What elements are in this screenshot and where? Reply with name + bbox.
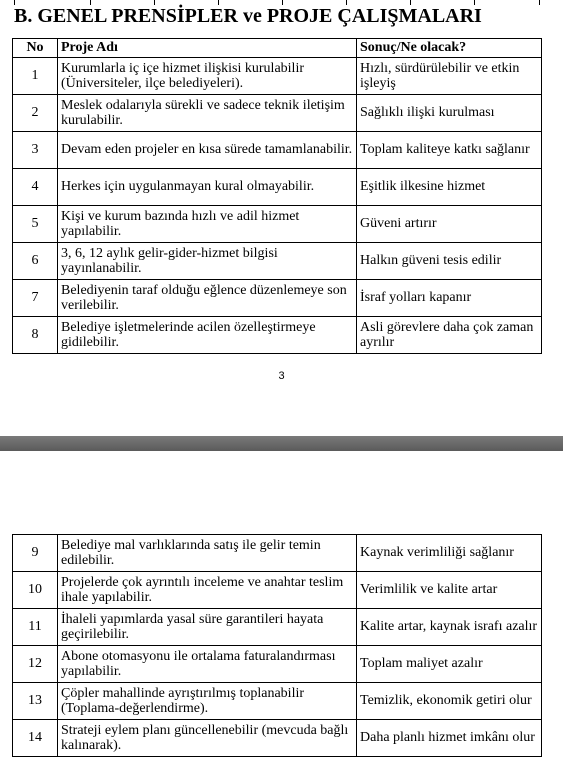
row-project-name: Belediyenin taraf olduğu eğlence düzenlemeye son verilebilir. xyxy=(58,280,357,317)
row-number: 5 xyxy=(13,206,58,243)
table-row xyxy=(13,317,542,354)
row-project-name: Devam eden projeler en kısa sürede tamamlanabilir. xyxy=(58,132,357,169)
table-row xyxy=(13,280,542,317)
row-number: 4 xyxy=(13,169,58,206)
row-result: İsraf yolları kapanır xyxy=(357,280,542,317)
table-row xyxy=(13,132,542,169)
row-result: Temizlik, ekonomik getiri olur xyxy=(357,683,542,720)
row-result: Toplam kaliteye katkı sağlanır xyxy=(357,132,542,169)
row-number: 6 xyxy=(13,243,58,280)
row-result: Halkın güveni tesis edilir xyxy=(357,243,542,280)
row-result: Kaynak verimliliği sağlanır xyxy=(357,535,542,572)
row-project-name: Meslek odalarıyla sürekli ve sadece teknik iletişim kurulabilir. xyxy=(58,95,357,132)
row-project-name: 3, 6, 12 aylık gelir-gider-hizmet bilgisi yayınlanabilir. xyxy=(58,243,357,280)
table-row xyxy=(13,95,542,132)
row-number: 11 xyxy=(13,609,58,646)
header-no: No xyxy=(13,39,58,58)
row-result: Verimlilik ve kalite artar xyxy=(357,572,542,609)
row-project-name: Çöpler mahallinde ayrıştırılmış toplanabilir (Toplama-değerlendirme). xyxy=(58,683,357,720)
table-row xyxy=(13,720,542,757)
row-number: 14 xyxy=(13,720,58,757)
section-title: B. GENEL PRENSİPLER ve PROJE ÇALIŞMALARI xyxy=(14,5,482,27)
row-result: Hızlı, sürdürülebilir ve etkin işleyiş xyxy=(357,58,542,95)
row-project-name: İhaleli yapımlarda yasal süre garantileri hayata geçirilebilir. xyxy=(58,609,357,646)
row-result: Asli görevlere daha çok zaman ayrılır xyxy=(357,317,542,354)
row-project-name: Kurumlarla iç içe hizmet ilişkisi kurulabilir (Üniversiteler, ilçe belediyeleri). xyxy=(58,58,357,95)
header-project-name: Proje Adı xyxy=(58,39,357,58)
row-project-name: Belediye mal varlıklarında satış ile gelir temin edilebilir. xyxy=(58,535,357,572)
row-number: 12 xyxy=(13,646,58,683)
row-number: 10 xyxy=(13,572,58,609)
row-number: 1 xyxy=(13,58,58,95)
row-number: 8 xyxy=(13,317,58,354)
page-number: 3 xyxy=(278,370,285,382)
table-row xyxy=(13,169,542,206)
projects-table-page-2 xyxy=(12,534,542,757)
table-row xyxy=(13,572,542,609)
table-row xyxy=(13,609,542,646)
row-result: Eşitlik ilkesine hizmet xyxy=(357,169,542,206)
row-number: 3 xyxy=(13,132,58,169)
row-project-name: Abone otomasyonu ile ortalama faturalandırması yapılabilir. xyxy=(58,646,357,683)
row-number: 7 xyxy=(13,280,58,317)
row-number: 13 xyxy=(13,683,58,720)
row-project-name: Herkes için uygulanmayan kural olmayabilir. xyxy=(58,169,357,206)
row-number: 9 xyxy=(13,535,58,572)
table-row xyxy=(13,58,542,95)
table-row xyxy=(13,206,542,243)
table-row xyxy=(13,683,542,720)
row-project-name: Belediye işletmelerinde acilen özelleştirmeye gidilebilir. xyxy=(58,317,357,354)
row-project-name: Strateji eylem planı güncellenebilir (mevcuda bağlı kalınarak). xyxy=(58,720,357,757)
row-project-name: Kişi ve kurum bazında hızlı ve adil hizmet yapılabilir. xyxy=(58,206,357,243)
table-row xyxy=(13,646,542,683)
projects-table-page-1 xyxy=(12,38,542,354)
table-header-row xyxy=(13,39,542,58)
row-number: 2 xyxy=(13,95,58,132)
header-result: Sonuç/Ne olacak? xyxy=(357,39,542,58)
page-divider xyxy=(0,436,563,451)
row-result: Güveni artırır xyxy=(357,206,542,243)
row-result: Daha planlı hizmet imkânı olur xyxy=(357,720,542,757)
row-project-name: Projelerde çok ayrıntılı inceleme ve anahtar teslim ihale yapılabilir. xyxy=(58,572,357,609)
table-row xyxy=(13,243,542,280)
row-result: Kalite artar, kaynak israfı azalır xyxy=(357,609,542,646)
row-result: Sağlıklı ilişki kurulması xyxy=(357,95,542,132)
table-row xyxy=(13,535,542,572)
row-result: Toplam maliyet azalır xyxy=(357,646,542,683)
